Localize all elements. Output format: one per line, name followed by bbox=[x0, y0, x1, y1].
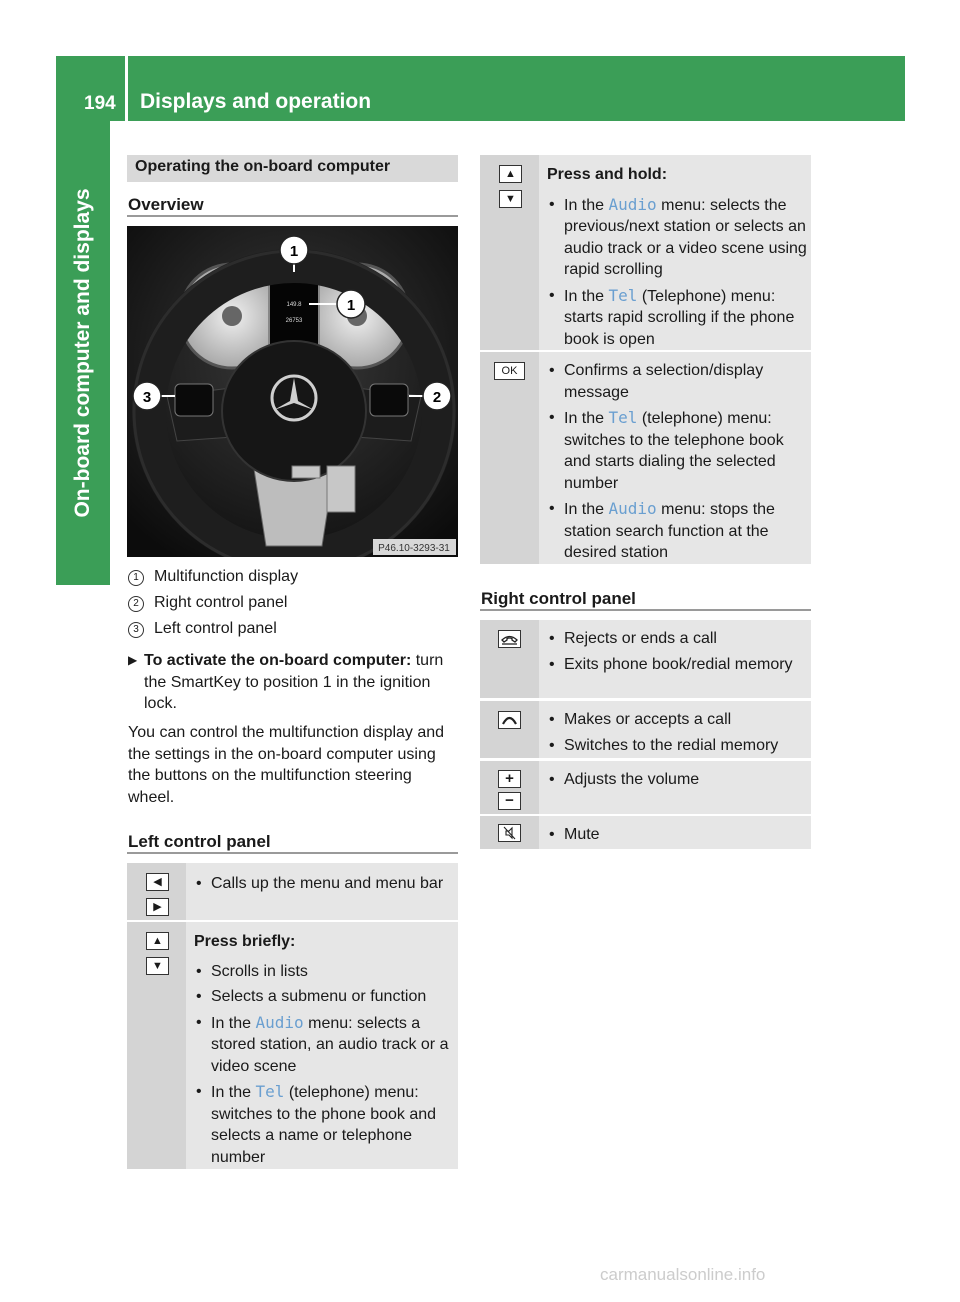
up-arrow-key-icon: ▲ bbox=[146, 932, 169, 950]
steering-wheel-illustration bbox=[127, 226, 458, 557]
bullet-mute: • Mute bbox=[547, 824, 809, 846]
left-panel-rule bbox=[127, 852, 458, 854]
key-cell bbox=[480, 816, 539, 849]
press-briefly-title: Press briefly: bbox=[194, 933, 296, 950]
overview-rule bbox=[127, 215, 458, 217]
right-panel-rule bbox=[480, 609, 811, 611]
bullet-confirms: • Confirms a selection/display message bbox=[547, 360, 809, 403]
bullet-audio-stop: • In the Audio menu: stops the station search function at the desired station bbox=[547, 498, 809, 564]
key-cell bbox=[480, 620, 539, 698]
end-call-key-icon bbox=[498, 630, 521, 648]
right-panel-heading: Right control panel bbox=[481, 589, 636, 608]
press-and-hold-title: Press and hold: bbox=[547, 166, 668, 183]
left-table-row-2 bbox=[127, 922, 458, 1169]
key-cell bbox=[480, 352, 539, 564]
side-tab-text: On-board computer and displays bbox=[71, 188, 94, 518]
down-arrow-key-icon: ▼ bbox=[499, 190, 522, 208]
section-title: Operating the on-board computer bbox=[135, 158, 391, 175]
callout-3 bbox=[133, 382, 161, 410]
bullet-exits-phonebook: • Exits phone book/redial memory bbox=[547, 654, 809, 676]
svg-text:1: 1 bbox=[346, 297, 356, 314]
phone-icon bbox=[499, 712, 520, 728]
bullet-redial-memory: • Switches to the redial memory bbox=[547, 735, 809, 757]
right-arrow-key-icon: ▶ bbox=[146, 898, 169, 916]
key-cell bbox=[127, 863, 186, 920]
bullet-menu-bar: • Calls up the menu and menu bar bbox=[194, 873, 456, 895]
overview-heading: Overview bbox=[128, 195, 204, 214]
accept-call-key-icon bbox=[498, 711, 521, 729]
header-divider bbox=[125, 56, 128, 121]
svg-text:3: 3 bbox=[142, 389, 152, 406]
bullet-volume: • Adjusts the volume bbox=[547, 769, 809, 791]
mute-key-icon bbox=[498, 824, 521, 842]
chapter-title: Displays and operation bbox=[140, 90, 372, 113]
bullet-audio-rapid: • In the Audio menu: selects the previous/next station or selects an audio track or a video scene using rapid scrolling bbox=[547, 194, 809, 281]
key-cell bbox=[127, 922, 186, 1169]
callout-1-display bbox=[337, 290, 365, 318]
phone-table-row-3 bbox=[480, 761, 811, 814]
bullet-tel-book: • In the Tel (telephone) menu: switches to the telephone book and starts dialing the selected number bbox=[547, 407, 809, 494]
activate-instruction: ▶ To activate the on-board computer: turn the SmartKey to position 1 in the ignition lock. bbox=[128, 652, 444, 712]
hang-up-icon bbox=[499, 631, 520, 647]
down-arrow-key-icon: ▼ bbox=[146, 957, 169, 975]
legend-item-3: 3 Left control panel bbox=[128, 619, 277, 639]
legend-item-2: 2 Right control panel bbox=[128, 593, 287, 613]
bullet-audio-menu: • In the Audio menu: selects a stored station, an audio track or a video scene bbox=[194, 1012, 456, 1078]
key-cell bbox=[480, 155, 539, 350]
instruction-arrow-icon: ▶ bbox=[128, 653, 138, 667]
svg-text:149.8: 149.8 bbox=[286, 302, 302, 308]
bullet-selects-submenu: • Selects a submenu or function bbox=[194, 986, 456, 1008]
watermark: carmanualsonline.info bbox=[600, 1265, 766, 1284]
page-number: 194 bbox=[84, 93, 116, 114]
bullet-tel-rapid: • In the Tel (Telephone) menu: starts rapid scrolling if the phone book is open bbox=[547, 285, 809, 351]
svg-text:26753: 26753 bbox=[285, 318, 303, 324]
key-cell bbox=[480, 761, 539, 814]
speaker-muted-icon bbox=[499, 825, 520, 841]
phone-table-row-2 bbox=[480, 701, 811, 758]
key-cell bbox=[480, 701, 539, 758]
image-code: P46.10-3293-31 bbox=[378, 543, 450, 554]
legend-item-1: 1 Multifunction display bbox=[128, 567, 298, 587]
callout-2 bbox=[423, 382, 451, 410]
svg-text:1: 1 bbox=[289, 243, 299, 260]
callout-1-top bbox=[280, 236, 308, 264]
phone-table-row-1 bbox=[480, 620, 811, 698]
left-arrow-key-icon: ◀ bbox=[146, 873, 169, 891]
ok-key-icon: OK bbox=[494, 362, 525, 380]
volume-down-key-icon: − bbox=[498, 792, 521, 810]
svg-text:2: 2 bbox=[432, 389, 442, 406]
phone-table-row-4 bbox=[480, 816, 811, 849]
bullet-scrolls: • Scrolls in lists bbox=[194, 961, 456, 983]
bullet-rejects-call: • Rejects or ends a call bbox=[547, 628, 809, 650]
right-table-row-2 bbox=[480, 352, 811, 564]
volume-up-key-icon: + bbox=[498, 770, 521, 788]
intro-paragraph: You can control the multifunction display and the settings in the on-board computer using the buttons on the multifunction steering wheel. bbox=[128, 724, 445, 806]
bullet-accepts-call: • Makes or accepts a call bbox=[547, 709, 809, 731]
steering-wheel-photo bbox=[127, 226, 458, 557]
left-panel-heading: Left control panel bbox=[128, 832, 271, 851]
bullet-tel-menu: • In the Tel (telephone) menu: switches to the phone book and selects a name or telephone number bbox=[194, 1081, 456, 1168]
up-arrow-key-icon: ▲ bbox=[499, 165, 522, 183]
left-table-row-1 bbox=[127, 863, 458, 920]
right-table-row-1 bbox=[480, 155, 811, 350]
